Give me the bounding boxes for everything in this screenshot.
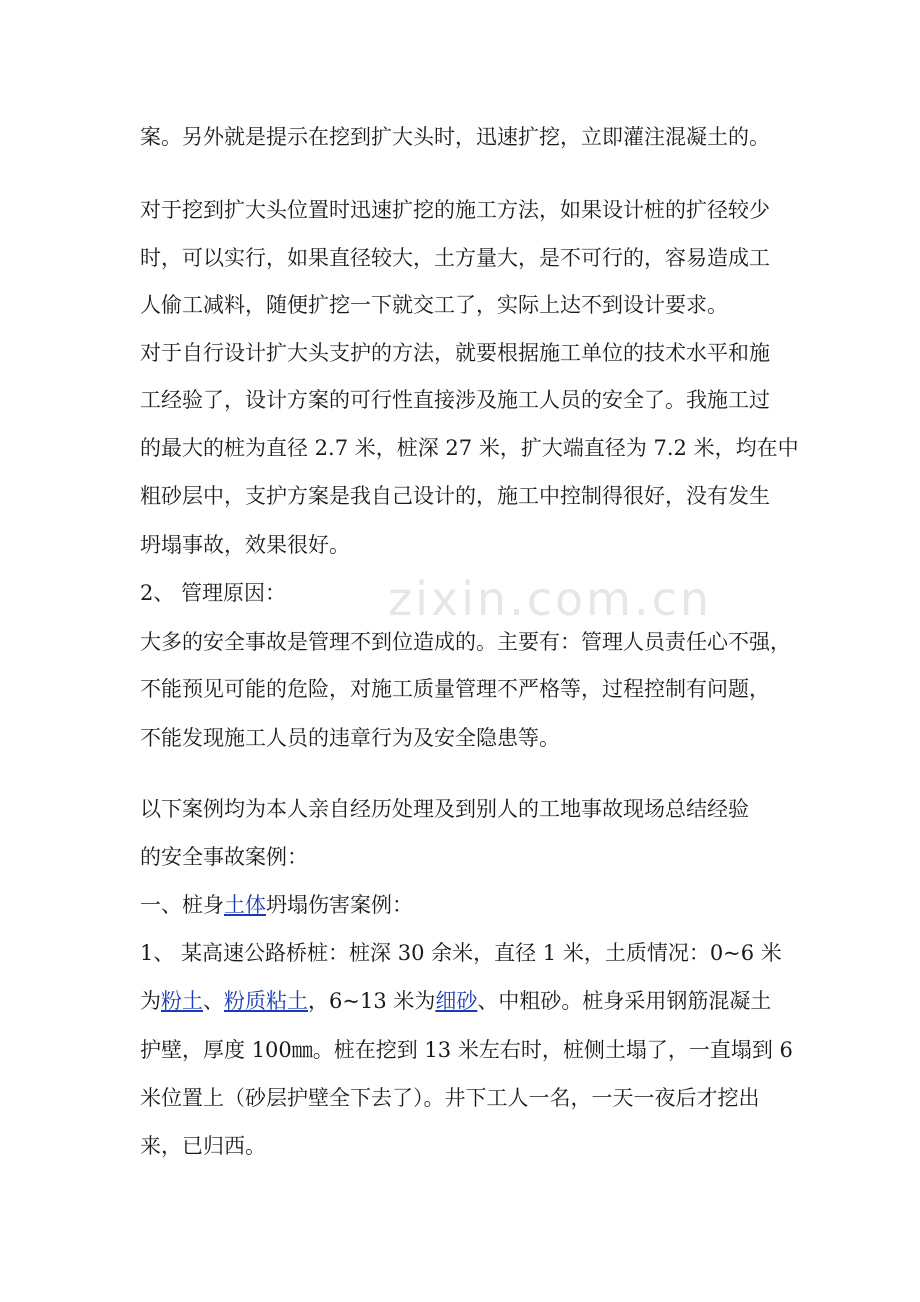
text-line: 不能发现施工人员的违章行为及安全隐患等。 [140,726,560,750]
text-line: 对于挖到扩大头位置时迅速扩挖的施工方法，如果设计桩的扩径较少 [140,198,770,222]
silty-clay-link[interactable]: 粉质粘土 [224,989,308,1013]
text-fragment: 为 [140,989,161,1013]
case-line: 护壁，厚度 100㎜。桩在挖到 13 米左右时，桩侧土塌了，一直塌到 6 [140,1038,793,1062]
case-heading [140,891,790,919]
text-line: 的最大的桩为直径 2.7 米，桩深 27 米，扩大端直径为 7.2 米，均在中 [140,436,799,460]
case-line [140,987,790,1015]
silt-link[interactable]: 粉土 [161,989,203,1013]
text-fragment: 、 [203,989,224,1013]
text-line: 的安全事故案例： [140,845,308,869]
soil-link[interactable]: 土体 [224,893,266,917]
case-line: 1、 某高速公路桥桩：桩深 30 余米，直径 1 米，土质情况：0~6 米 [140,941,782,965]
case-heading-prefix: 一、桩身 [140,893,224,917]
text-fragment: ，6~13 米为 [308,989,436,1013]
fine-sand-link[interactable]: 细砂 [435,989,478,1013]
text-line: 不能预见可能的危险，对施工质量管理不严格等，过程控制有问题， [140,677,770,701]
text-fragment: 、中粗砂。桩身采用钢筋混凝土 [477,989,772,1013]
text-line: 工经验了，设计方案的可行性直接涉及施工人员的安全了。我施工过 [140,388,770,412]
text-line: 大多的安全事故是管理不到位造成的。主要有：管理人员责任心不强， [140,630,791,654]
text-line: 对于自行设计扩大头支护的方法，就要根据施工单位的技术水平和施 [140,341,770,365]
text-line: 坍塌事故，效果很好。 [140,533,350,557]
case-line: 米位置上（砂层护壁全下去了）。井下工人一名，一天一夜后才挖出 [140,1086,760,1110]
text-line: 时，可以实行，如果直径较大，土方量大，是不可行的，容易造成工 [140,246,770,270]
text-line: 案。另外就是提示在挖到扩大头时，迅速扩挖，立即灌注混凝土的。 [140,125,770,149]
watermark: zixin.com.cn [388,572,713,626]
section-heading: 2、 管理原因： [140,581,287,605]
case-line: 来，已归西。 [140,1134,266,1158]
text-line: 人偷工减料，随便扩挖一下就交工了，实际上达不到设计要求。 [140,293,728,317]
case-heading-suffix: 坍塌伤害案例： [266,893,413,917]
text-line: 以下案例均为本人亲自经历处理及到别人的工地事故现场总结经验 [140,797,749,821]
text-line: 粗砂层中，支护方案是我自己设计的，施工中控制得很好，没有发生 [140,484,770,508]
